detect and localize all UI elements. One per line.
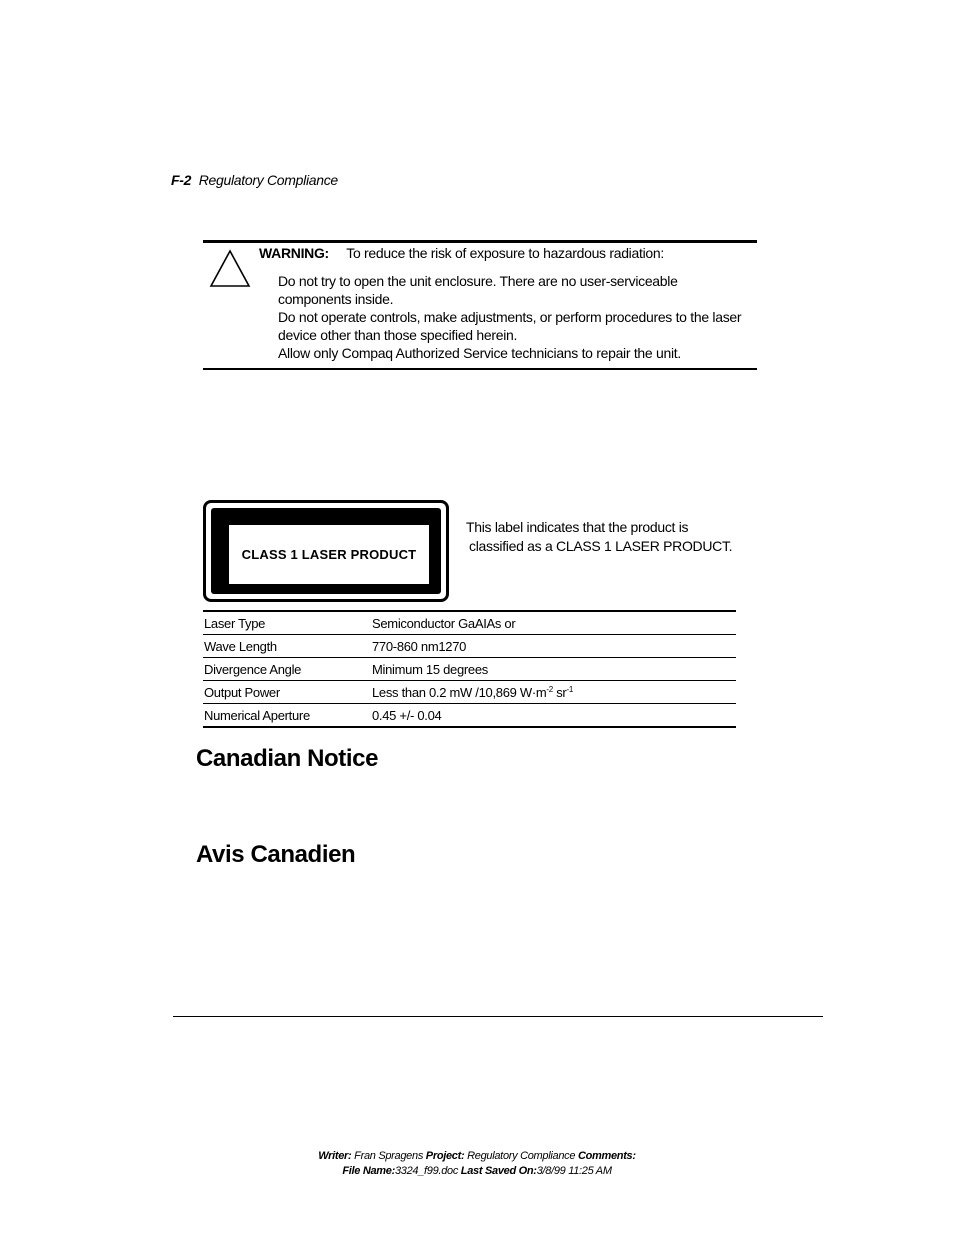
table-row: [203, 635, 736, 658]
spec-label: Divergence Angle: [204, 661, 302, 677]
warning-box: [203, 240, 757, 370]
saved-label: Last Saved On:: [460, 1165, 537, 1177]
warning-title: [259, 245, 664, 261]
spec-label: Output Power: [204, 684, 280, 700]
spec-value: [372, 685, 736, 700]
spec-label: Laser Type: [204, 615, 266, 631]
warning-intro: To reduce the risk of exposure to hazardous radiation:: [346, 245, 664, 261]
warning-triangle-icon: [209, 249, 251, 289]
laser-spec-table: [203, 610, 736, 728]
laser-label-frame: [211, 508, 441, 594]
spec-label: Wave Length: [204, 638, 277, 654]
heading-canadian-notice: Canadian Notice: [196, 745, 379, 772]
laser-label-caption: [466, 518, 746, 556]
project-value: Regulatory Compliance: [467, 1150, 576, 1162]
superscript: -2: [546, 684, 553, 694]
caption-line: classified as a CLASS 1 LASER PRODUCT.: [469, 538, 733, 554]
warning-body: [278, 272, 750, 362]
running-header: [171, 172, 338, 188]
file-value: 3324_f99.doc: [394, 1165, 459, 1177]
warning-label: WARNING:: [259, 245, 329, 261]
spec-value: Minimum 15 degrees: [372, 661, 488, 677]
writer-value: Fran Spragens: [354, 1150, 424, 1162]
warning-line: Do not try to open the unit enclosure. There are no user-serviceable components inside.: [278, 273, 678, 307]
footer-divider: [173, 1016, 823, 1017]
laser-label-graphic: [203, 500, 449, 602]
writer-label: Writer:: [318, 1150, 352, 1162]
table-row: [203, 704, 736, 726]
document-footer: [0, 1149, 954, 1179]
warning-line: Allow only Compaq Authorized Service technicians to repair the unit.: [278, 345, 681, 361]
caption-line: This label indicates that the product is: [466, 519, 689, 535]
spec-value: 0.45 +/- 0.04: [372, 707, 442, 723]
spec-value: Semiconductor GaAIAs or: [372, 615, 516, 631]
heading-avis-canadien: Avis Canadien: [196, 841, 356, 868]
table-row: [203, 658, 736, 681]
spec-value-text: Less than 0.2 mW /10,869 W·m: [372, 684, 547, 700]
laser-label-panel: [229, 525, 429, 584]
warning-line: Do not operate controls, make adjustments, or perform procedures to the laser device other than those specified herein.: [278, 309, 742, 343]
superscript: -1: [566, 684, 573, 694]
laser-label-text: CLASS 1 LASER PRODUCT: [241, 547, 417, 562]
footer-line-1: [0, 1149, 954, 1164]
file-label: File Name:: [342, 1165, 395, 1177]
page-number: F-2: [171, 172, 192, 188]
footer-line-2: [0, 1164, 954, 1179]
section-title: Regulatory Compliance: [198, 172, 338, 188]
comments-label: Comments:: [577, 1150, 636, 1162]
spec-value: 770-860 nm1270: [372, 638, 467, 654]
saved-value: 3/8/99 11:25 AM: [536, 1165, 612, 1177]
spec-value-text: sr: [552, 684, 567, 700]
table-row: [203, 612, 736, 635]
spec-label: Numerical Aperture: [204, 707, 310, 723]
project-label: Project:: [425, 1150, 465, 1162]
table-row: [203, 681, 736, 704]
